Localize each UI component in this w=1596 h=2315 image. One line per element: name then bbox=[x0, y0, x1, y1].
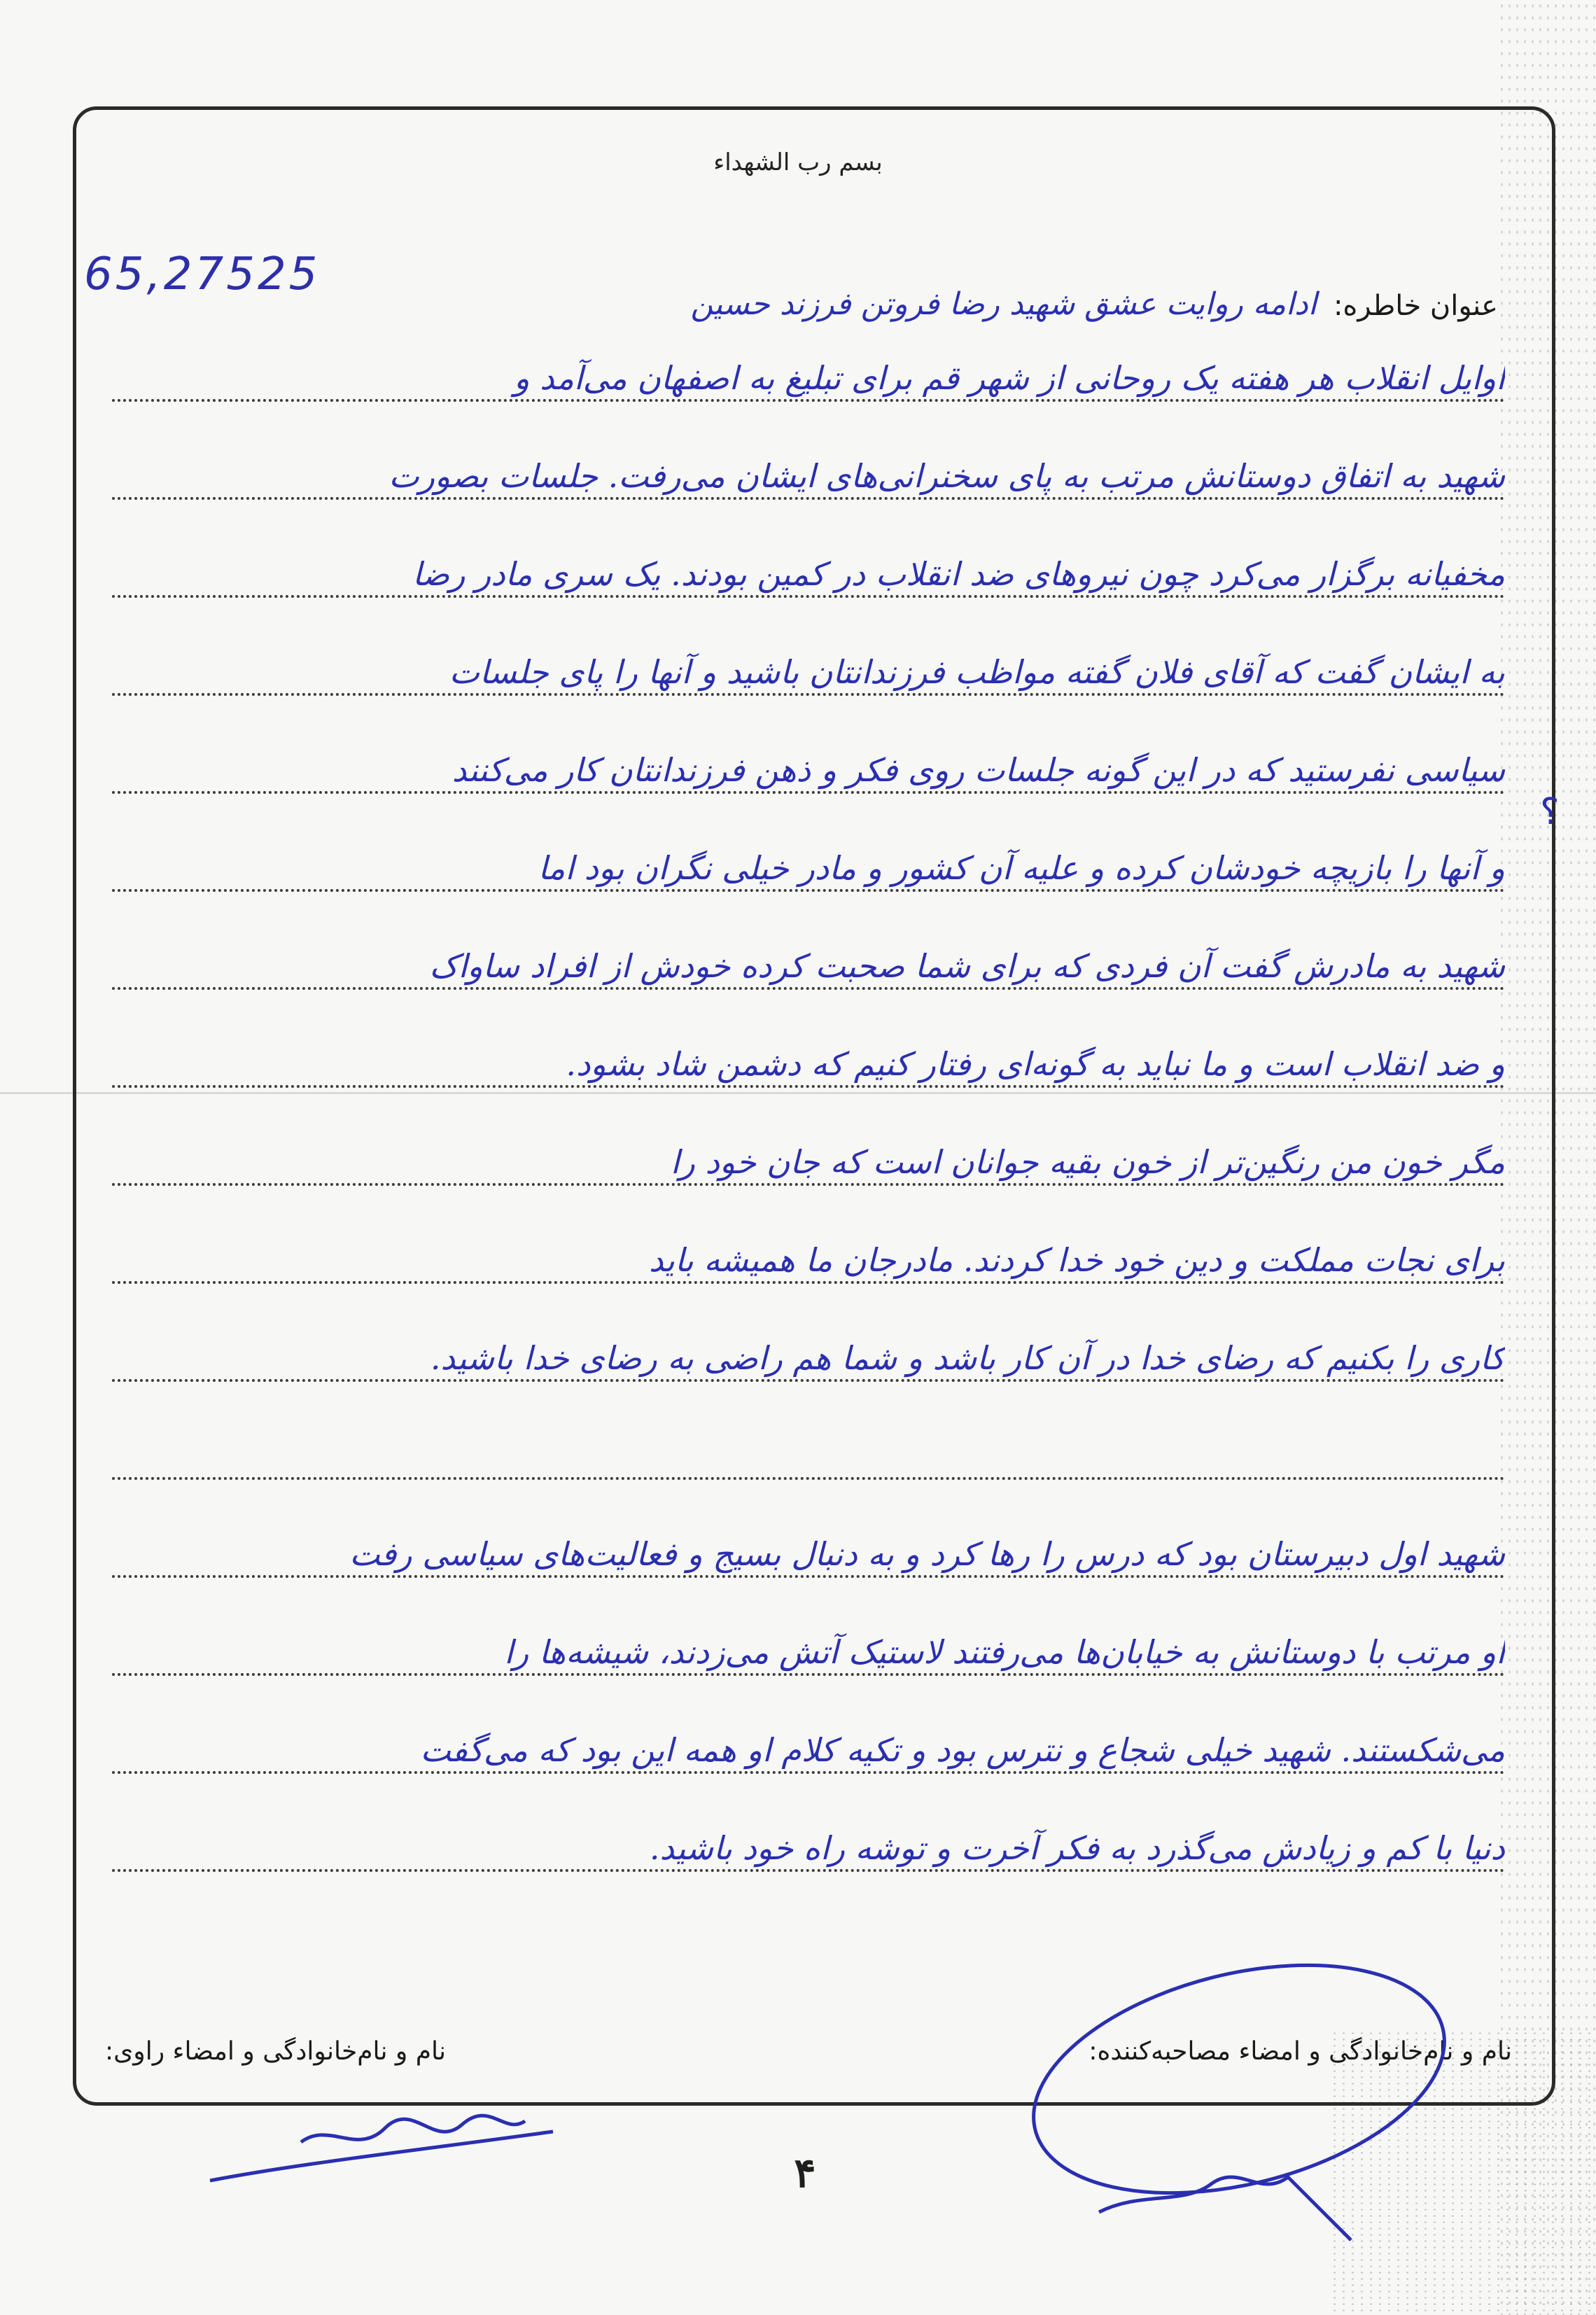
body-line-1: اوایل انقلاب هر هفته یک روحانی از شهر قم برای تبلیغ به اصفهان می‌آمد و bbox=[112, 357, 1505, 402]
body-line-9: مگر خون من رنگین‌تر از خون بقیه جوانان است که جان خود را bbox=[112, 1141, 1505, 1186]
bismillah-heading: بسم رب الشهداء bbox=[713, 148, 883, 176]
body-line-10: برای نجات مملکت و دین خود خدا کردند. مادرجان ما همیشه باید bbox=[112, 1239, 1505, 1284]
page-number: ۴ bbox=[794, 2149, 816, 2197]
body-line-13: شهید اول دبیرستان بود که درس را رها کرد و به دنبال بسیج و فعالیت‌های سیاسی رفت bbox=[112, 1533, 1505, 1578]
body-line-11: کاری را بکنیم که رضای خدا در آن کار باشد و شما هم راضی به رضای خدا باشید. bbox=[112, 1337, 1505, 1382]
body-line-6: و آنها را بازیچه خودشان کرده و علیه آن کشور و مادر خیلی نگران بود اما bbox=[112, 847, 1505, 892]
body-line-8: و ضد انقلاب است و ما نباید به گونه‌ای رفتار کنیم که دشمن شاد بشود. bbox=[112, 1043, 1505, 1088]
body-line-4: به ایشان گفت که آقای فلان گفته مواظب فرزندانتان باشید و آنها را پای جلسات bbox=[112, 651, 1505, 696]
narrator-signature bbox=[196, 2093, 588, 2198]
document-code: 65,27525 bbox=[84, 249, 321, 300]
body-line-12 bbox=[112, 1435, 1505, 1480]
body-line-2: شهید به اتفاق دوستانش مرتب به پای سخنرانی‌های ایشان می‌رفت. جلسات بصورت bbox=[112, 455, 1505, 500]
interviewer-signature bbox=[959, 1946, 1505, 2268]
interviewer-signature-label: نام و نام‌خانوادگی و امضاء مصاحبه‌کننده: bbox=[1088, 2037, 1512, 2066]
memoir-title-label: عنوان خاطره: bbox=[1333, 290, 1498, 322]
memoir-body bbox=[112, 329, 1505, 1981]
body-line-3: مخفیانه برگزار می‌کرد چون نیروهای ضد انقلاب در کمین بودند. یک سری مادر رضا bbox=[112, 553, 1505, 598]
narrator-signature-label: نام و نام‌خانوادگی و امضاء راوی: bbox=[105, 2037, 447, 2066]
memoir-title-value: ادامه روایت عشق شهید رضا فروتن فرزند حسین bbox=[690, 286, 1317, 322]
body-line-16: دنیا با کم و زیادش می‌گذرد به فکر آخرت و توشه راه خود باشید. bbox=[112, 1827, 1505, 1872]
body-line-15: می‌شکستند. شهید خیلی شجاع و نترس بود و تکیه کلام او همه این بود که می‌گفت bbox=[112, 1729, 1505, 1774]
memoir-title-row bbox=[406, 266, 1498, 322]
body-line-7: شهید به مادرش گفت آن فردی که برای شما صحبت کرده خودش از افراد ساواک bbox=[112, 945, 1505, 990]
body-line-5: سیاسی نفرستید که در این گونه جلسات روی فکر و ذهن فرزندانتان کار می‌کنند bbox=[112, 749, 1505, 794]
margin-question-mark: ؟ bbox=[1540, 791, 1560, 833]
body-line-14: او مرتب با دوستانش به خیابان‌ها می‌رفتند لاستیک آتش می‌زدند، شیشه‌ها را bbox=[112, 1631, 1505, 1676]
